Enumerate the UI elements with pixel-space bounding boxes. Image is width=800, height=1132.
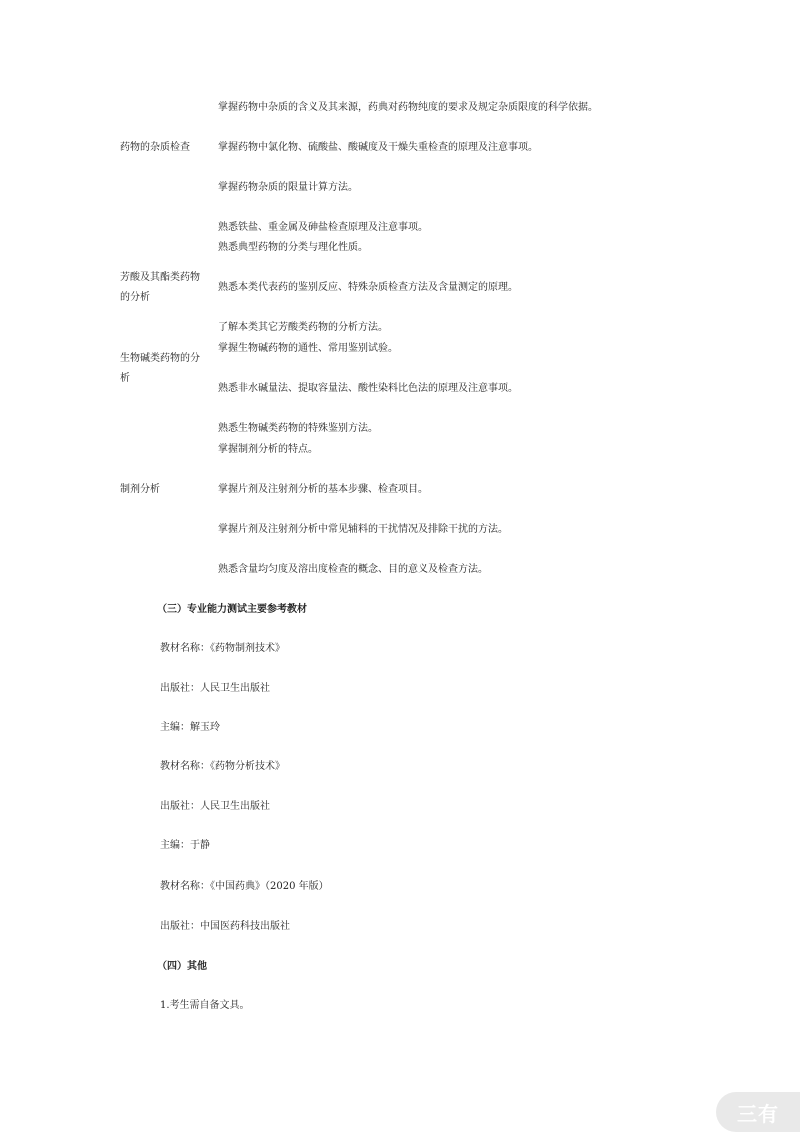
watermark-logo	[716, 1092, 800, 1132]
table-category-alkaloid-line1: 生物碱类药物的分	[120, 353, 200, 364]
textbook-line: 出版社：中国医药科技出版社	[160, 921, 290, 932]
table-category-alkaloid-line2: 析	[120, 373, 130, 384]
table-item: 熟悉典型药物的分类与理化性质。	[218, 242, 368, 253]
section-heading-other: （四）其他	[157, 961, 207, 972]
table-item: 掌握片剂及注射剂分析的基本步骤、检查项目。	[218, 484, 428, 495]
table-item: 掌握药物中杂质的含义及其来源，药典对药物纯度的要求及规定杂质限度的科学依据。	[218, 102, 598, 113]
table-item: 熟悉含量均匀度及溶出度检查的概念、目的意义及检查方法。	[218, 564, 488, 575]
table-category-aromatic-acid-line2: 的分析	[120, 292, 150, 303]
table-item: 掌握药物中氯化物、硫酸盐、酸碱度及干燥失重检查的原理及注意事项。	[218, 142, 538, 153]
table-item: 熟悉本类代表药的鉴别反应、特殊杂质检查方法及含量测定的原理。	[218, 282, 518, 293]
table-item: 了解本类其它芳酸类药物的分析方法。	[218, 322, 388, 333]
table-item: 掌握药物杂质的限量计算方法。	[218, 182, 358, 193]
table-category-aromatic-acid-line1: 芳酸及其酯类药物	[120, 272, 200, 283]
textbook-line: 出版社：人民卫生出版社	[160, 683, 270, 694]
table-item: 掌握片剂及注射剂分析中常见辅料的干扰情况及排除干扰的方法。	[218, 524, 508, 535]
textbook-line: 主编：于静	[160, 840, 210, 851]
table-item: 掌握制剂分析的特点。	[218, 444, 318, 455]
textbook-line: 教材名称：《药物分析技术》	[160, 761, 285, 772]
table-item: 熟悉生物碱类药物的特殊鉴别方法。	[218, 423, 378, 434]
textbook-line: 教材名称：《中国药典》（2020 年版）	[160, 881, 329, 892]
other-line: 1.考生需自备文具。	[160, 1000, 250, 1011]
table-item: 掌握生物碱药物的通性、常用鉴别试验。	[218, 343, 398, 354]
table-category-impurity: 药物的杂质检查	[120, 142, 190, 153]
table-item: 熟悉铁盐、重金属及砷盐检查原理及注意事项。	[218, 222, 428, 233]
textbook-line: 主编：解玉玲	[160, 722, 220, 733]
table-item: 熟悉非水碱量法、提取容量法、酸性染料比色法的原理及注意事项。	[218, 383, 518, 394]
textbook-line: 出版社：人民卫生出版社	[160, 801, 270, 812]
watermark-text: 三有	[737, 1101, 779, 1126]
table-category-preparation: 制剂分析	[120, 484, 160, 495]
textbook-line: 教材名称：《药物制剂技术》	[160, 643, 285, 654]
section-heading-textbooks: （三）专业能力测试主要参考教材	[157, 604, 307, 615]
